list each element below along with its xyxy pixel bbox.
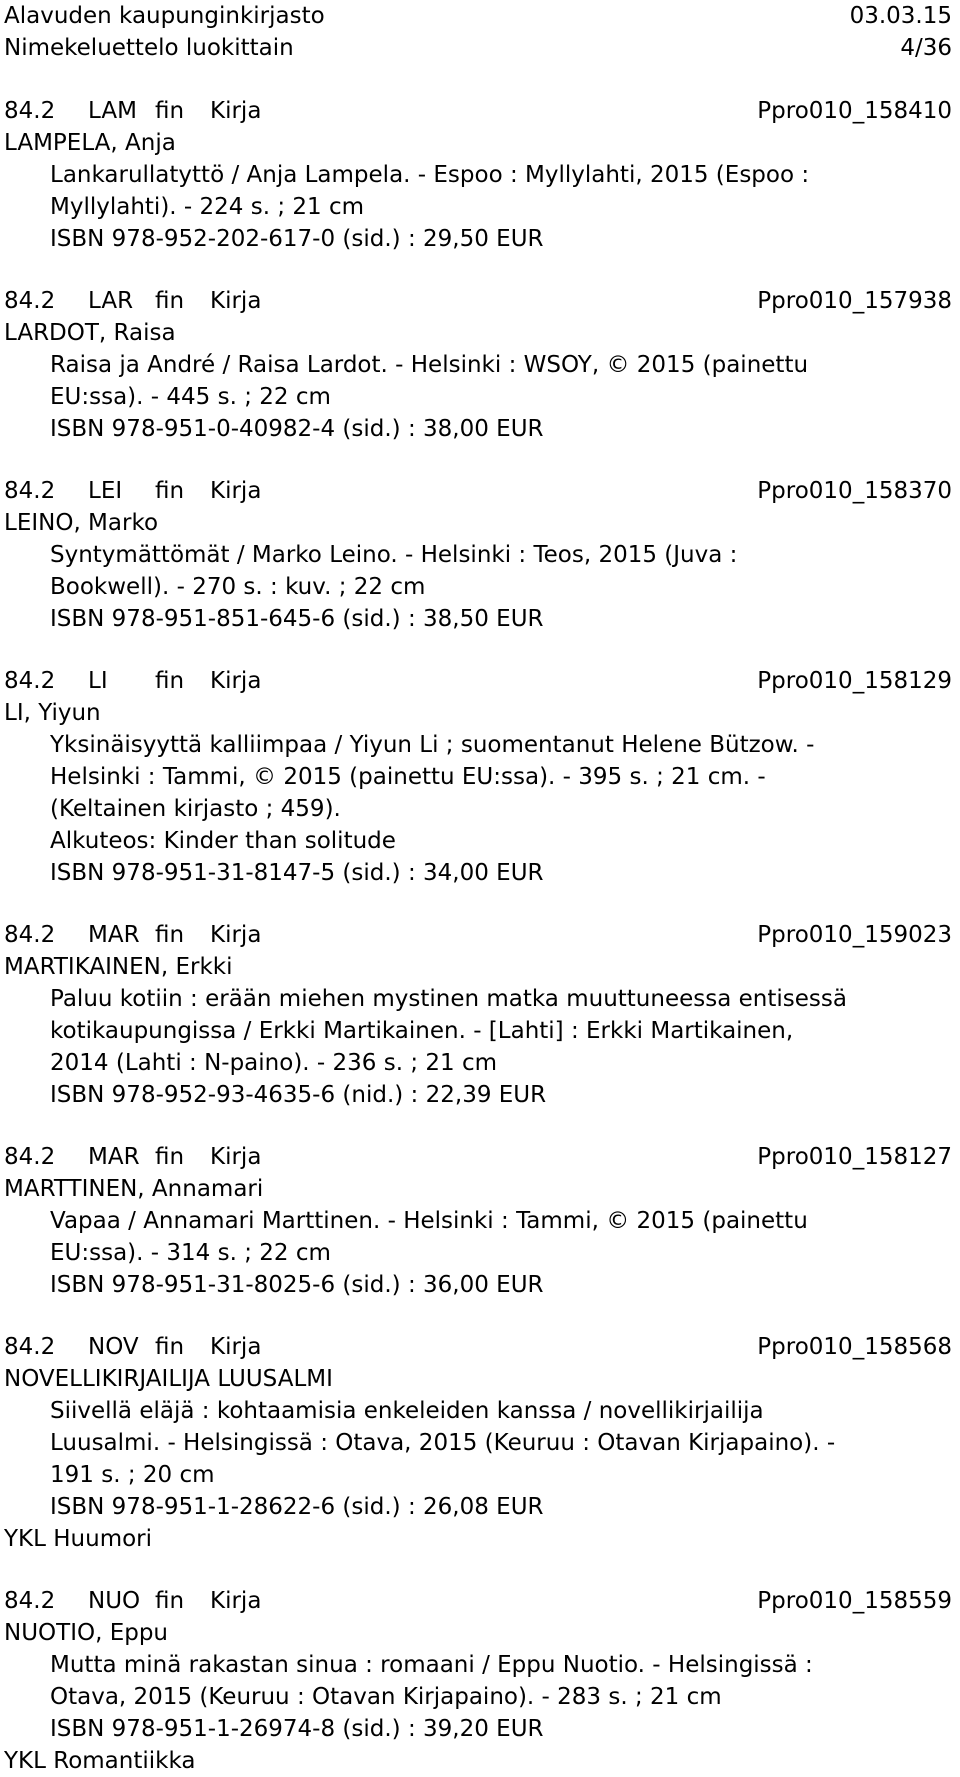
entry-heading	[4, 1331, 952, 1363]
entry-shelf-code: MAR	[88, 922, 140, 948]
entry-author: LARDOT, Raisa	[4, 320, 176, 346]
entry-material-type: Kirja	[210, 288, 262, 314]
entry-language: fin	[155, 1334, 185, 1360]
library-name: Alavuden kaupunginkirjasto	[4, 3, 325, 29]
entry-class: 84.2	[4, 1144, 56, 1170]
entry-description-line: Syntymättömät / Marko Leino. - Helsinki : Teos, 2015 (Juva :	[50, 542, 738, 568]
entry-material-type: Kirja	[210, 1144, 262, 1170]
entry-material-type: Kirja	[210, 98, 262, 124]
entry-class: 84.2	[4, 668, 56, 694]
entry-record-id: Ppro010_158129	[757, 668, 952, 694]
catalog-entry	[4, 95, 960, 255]
entry-class: 84.2	[4, 288, 56, 314]
entry-author: MARTIKAINEN, Erkki	[4, 954, 233, 980]
entry-description-line: 191 s. ; 20 cm	[50, 1462, 215, 1488]
entry-language: fin	[155, 922, 185, 948]
entry-author: LEINO, Marko	[4, 510, 159, 536]
entry-shelf-code: LEI	[88, 478, 123, 504]
entry-shelf-code: NUO	[88, 1588, 141, 1614]
entry-heading	[4, 919, 952, 951]
entry-material-type: Kirja	[210, 1588, 262, 1614]
entry-author: LAMPELA, Anja	[4, 130, 176, 156]
entry-record-id: Ppro010_158370	[757, 478, 952, 504]
entry-heading	[4, 95, 952, 127]
catalog-entry	[4, 475, 960, 635]
catalog-entry	[4, 919, 960, 1111]
entry-class: 84.2	[4, 1588, 56, 1614]
entry-description-line: Luusalmi. - Helsingissä : Otava, 2015 (Keuruu : Otavan Kirjapaino). -	[50, 1430, 836, 1456]
entry-author: LI, Yiyun	[4, 700, 101, 726]
entry-description-line: EU:ssa). - 445 s. ; 22 cm	[50, 384, 331, 410]
entry-class: 84.2	[4, 98, 56, 124]
entry-ykl-genre: YKL Romantiikka	[4, 1748, 196, 1774]
entry-ykl-genre: YKL Huumori	[4, 1526, 153, 1552]
entry-record-id: Ppro010_157938	[757, 288, 952, 314]
entry-shelf-code: LI	[88, 668, 108, 694]
entry-description-line: Otava, 2015 (Keuruu : Otavan Kirjapaino). - 283 s. ; 21 cm	[50, 1684, 722, 1710]
entry-record-id: Ppro010_159023	[757, 922, 952, 948]
entry-language: fin	[155, 668, 185, 694]
entry-description-line: Raisa ja André / Raisa Lardot. - Helsinki : WSOY, © 2015 (painettu	[50, 352, 809, 378]
page-number: 4/36	[900, 35, 952, 61]
entry-shelf-code: LAM	[88, 98, 137, 124]
entry-language: fin	[155, 478, 185, 504]
entry-shelf-code: NOV	[88, 1334, 139, 1360]
entry-description-line: ISBN 978-951-31-8025-6 (sid.) : 36,00 EUR	[50, 1272, 544, 1298]
entry-description-line: Siivellä eläjä : kohtaamisia enkeleiden kanssa / novellikirjailija	[50, 1398, 764, 1424]
entry-material-type: Kirja	[210, 922, 262, 948]
entry-description-line: ISBN 978-951-851-645-6 (sid.) : 38,50 EUR	[50, 606, 544, 632]
entry-heading	[4, 1585, 952, 1617]
catalog-entry	[4, 665, 960, 889]
entry-description-line: EU:ssa). - 314 s. ; 22 cm	[50, 1240, 331, 1266]
entry-author: MARTTINEN, Annamari	[4, 1176, 264, 1202]
entry-language: fin	[155, 1588, 185, 1614]
entry-material-type: Kirja	[210, 1334, 262, 1360]
entry-class: 84.2	[4, 922, 56, 948]
entry-description-line: Alkuteos: Kinder than solitude	[50, 828, 396, 854]
entry-description-line: Helsinki : Tammi, © 2015 (painettu EU:ssa). - 395 s. ; 21 cm. -	[50, 764, 766, 790]
entry-material-type: Kirja	[210, 668, 262, 694]
entry-description-line: 2014 (Lahti : N-paino). - 236 s. ; 21 cm	[50, 1050, 498, 1076]
header-row-1	[4, 0, 952, 32]
entry-heading	[4, 285, 952, 317]
entry-record-id: Ppro010_158410	[757, 98, 952, 124]
entry-description-line: Vapaa / Annamari Marttinen. - Helsinki : Tammi, © 2015 (painettu	[50, 1208, 808, 1234]
entry-language: fin	[155, 98, 185, 124]
entry-heading	[4, 665, 952, 697]
entry-language: fin	[155, 1144, 185, 1170]
catalog-entry	[4, 1141, 960, 1301]
entry-description-line: ISBN 978-951-0-40982-4 (sid.) : 38,00 EUR	[50, 416, 544, 442]
entry-description-line: ISBN 978-952-202-617-0 (sid.) : 29,50 EUR	[50, 226, 544, 252]
entry-author: NUOTIO, Eppu	[4, 1620, 169, 1646]
entry-description-line: Myllylahti). - 224 s. ; 21 cm	[50, 194, 365, 220]
entry-record-id: Ppro010_158568	[757, 1334, 952, 1360]
entry-description-line: ISBN 978-952-93-4635-6 (nid.) : 22,39 EUR	[50, 1082, 547, 1108]
entry-description-line: Lankarullatyttö / Anja Lampela. - Espoo : Myllylahti, 2015 (Espoo :	[50, 162, 810, 188]
entry-description-line: Mutta minä rakastan sinua : romaani / Eppu Nuotio. - Helsingissä :	[50, 1652, 813, 1678]
entry-description-line: kotikaupungissa / Erkki Martikainen. - [Lahti] : Erkki Martikainen,	[50, 1018, 794, 1044]
entry-description-line: (Keltainen kirjasto ; 459).	[50, 796, 341, 822]
entry-description-line: ISBN 978-951-1-26974-8 (sid.) : 39,20 EUR	[50, 1716, 544, 1742]
entry-record-id: Ppro010_158559	[757, 1588, 952, 1614]
entry-material-type: Kirja	[210, 478, 262, 504]
entry-heading	[4, 1141, 952, 1173]
header-row-2	[4, 32, 952, 64]
entry-heading	[4, 475, 952, 507]
entry-record-id: Ppro010_158127	[757, 1144, 952, 1170]
entry-class: 84.2	[4, 1334, 56, 1360]
print-date: 03.03.15	[849, 3, 952, 29]
entry-description-line: Paluu kotiin : erään miehen mystinen matka muuttuneessa entisessä	[50, 986, 847, 1012]
entry-class: 84.2	[4, 478, 56, 504]
catalog-entry	[4, 1585, 960, 1777]
entry-language: fin	[155, 288, 185, 314]
entry-list	[4, 95, 960, 1777]
entry-description-line: Yksinäisyyttä kalliimpaa / Yiyun Li ; suomentanut Helene Bützow. -	[50, 732, 815, 758]
entry-description-line: Bookwell). - 270 s. : kuv. ; 22 cm	[50, 574, 426, 600]
entry-author: NOVELLIKIRJAILIJA LUUSALMI	[4, 1366, 333, 1392]
page-header	[4, 0, 960, 64]
list-subtitle: Nimekeluettelo luokittain	[4, 35, 294, 61]
entry-shelf-code: LAR	[88, 288, 134, 314]
entry-description-line: ISBN 978-951-31-8147-5 (sid.) : 34,00 EUR	[50, 860, 544, 886]
catalog-entry	[4, 1331, 960, 1555]
catalog-entry	[4, 285, 960, 445]
entry-shelf-code: MAR	[88, 1144, 140, 1170]
entry-description-line: ISBN 978-951-1-28622-6 (sid.) : 26,08 EUR	[50, 1494, 544, 1520]
